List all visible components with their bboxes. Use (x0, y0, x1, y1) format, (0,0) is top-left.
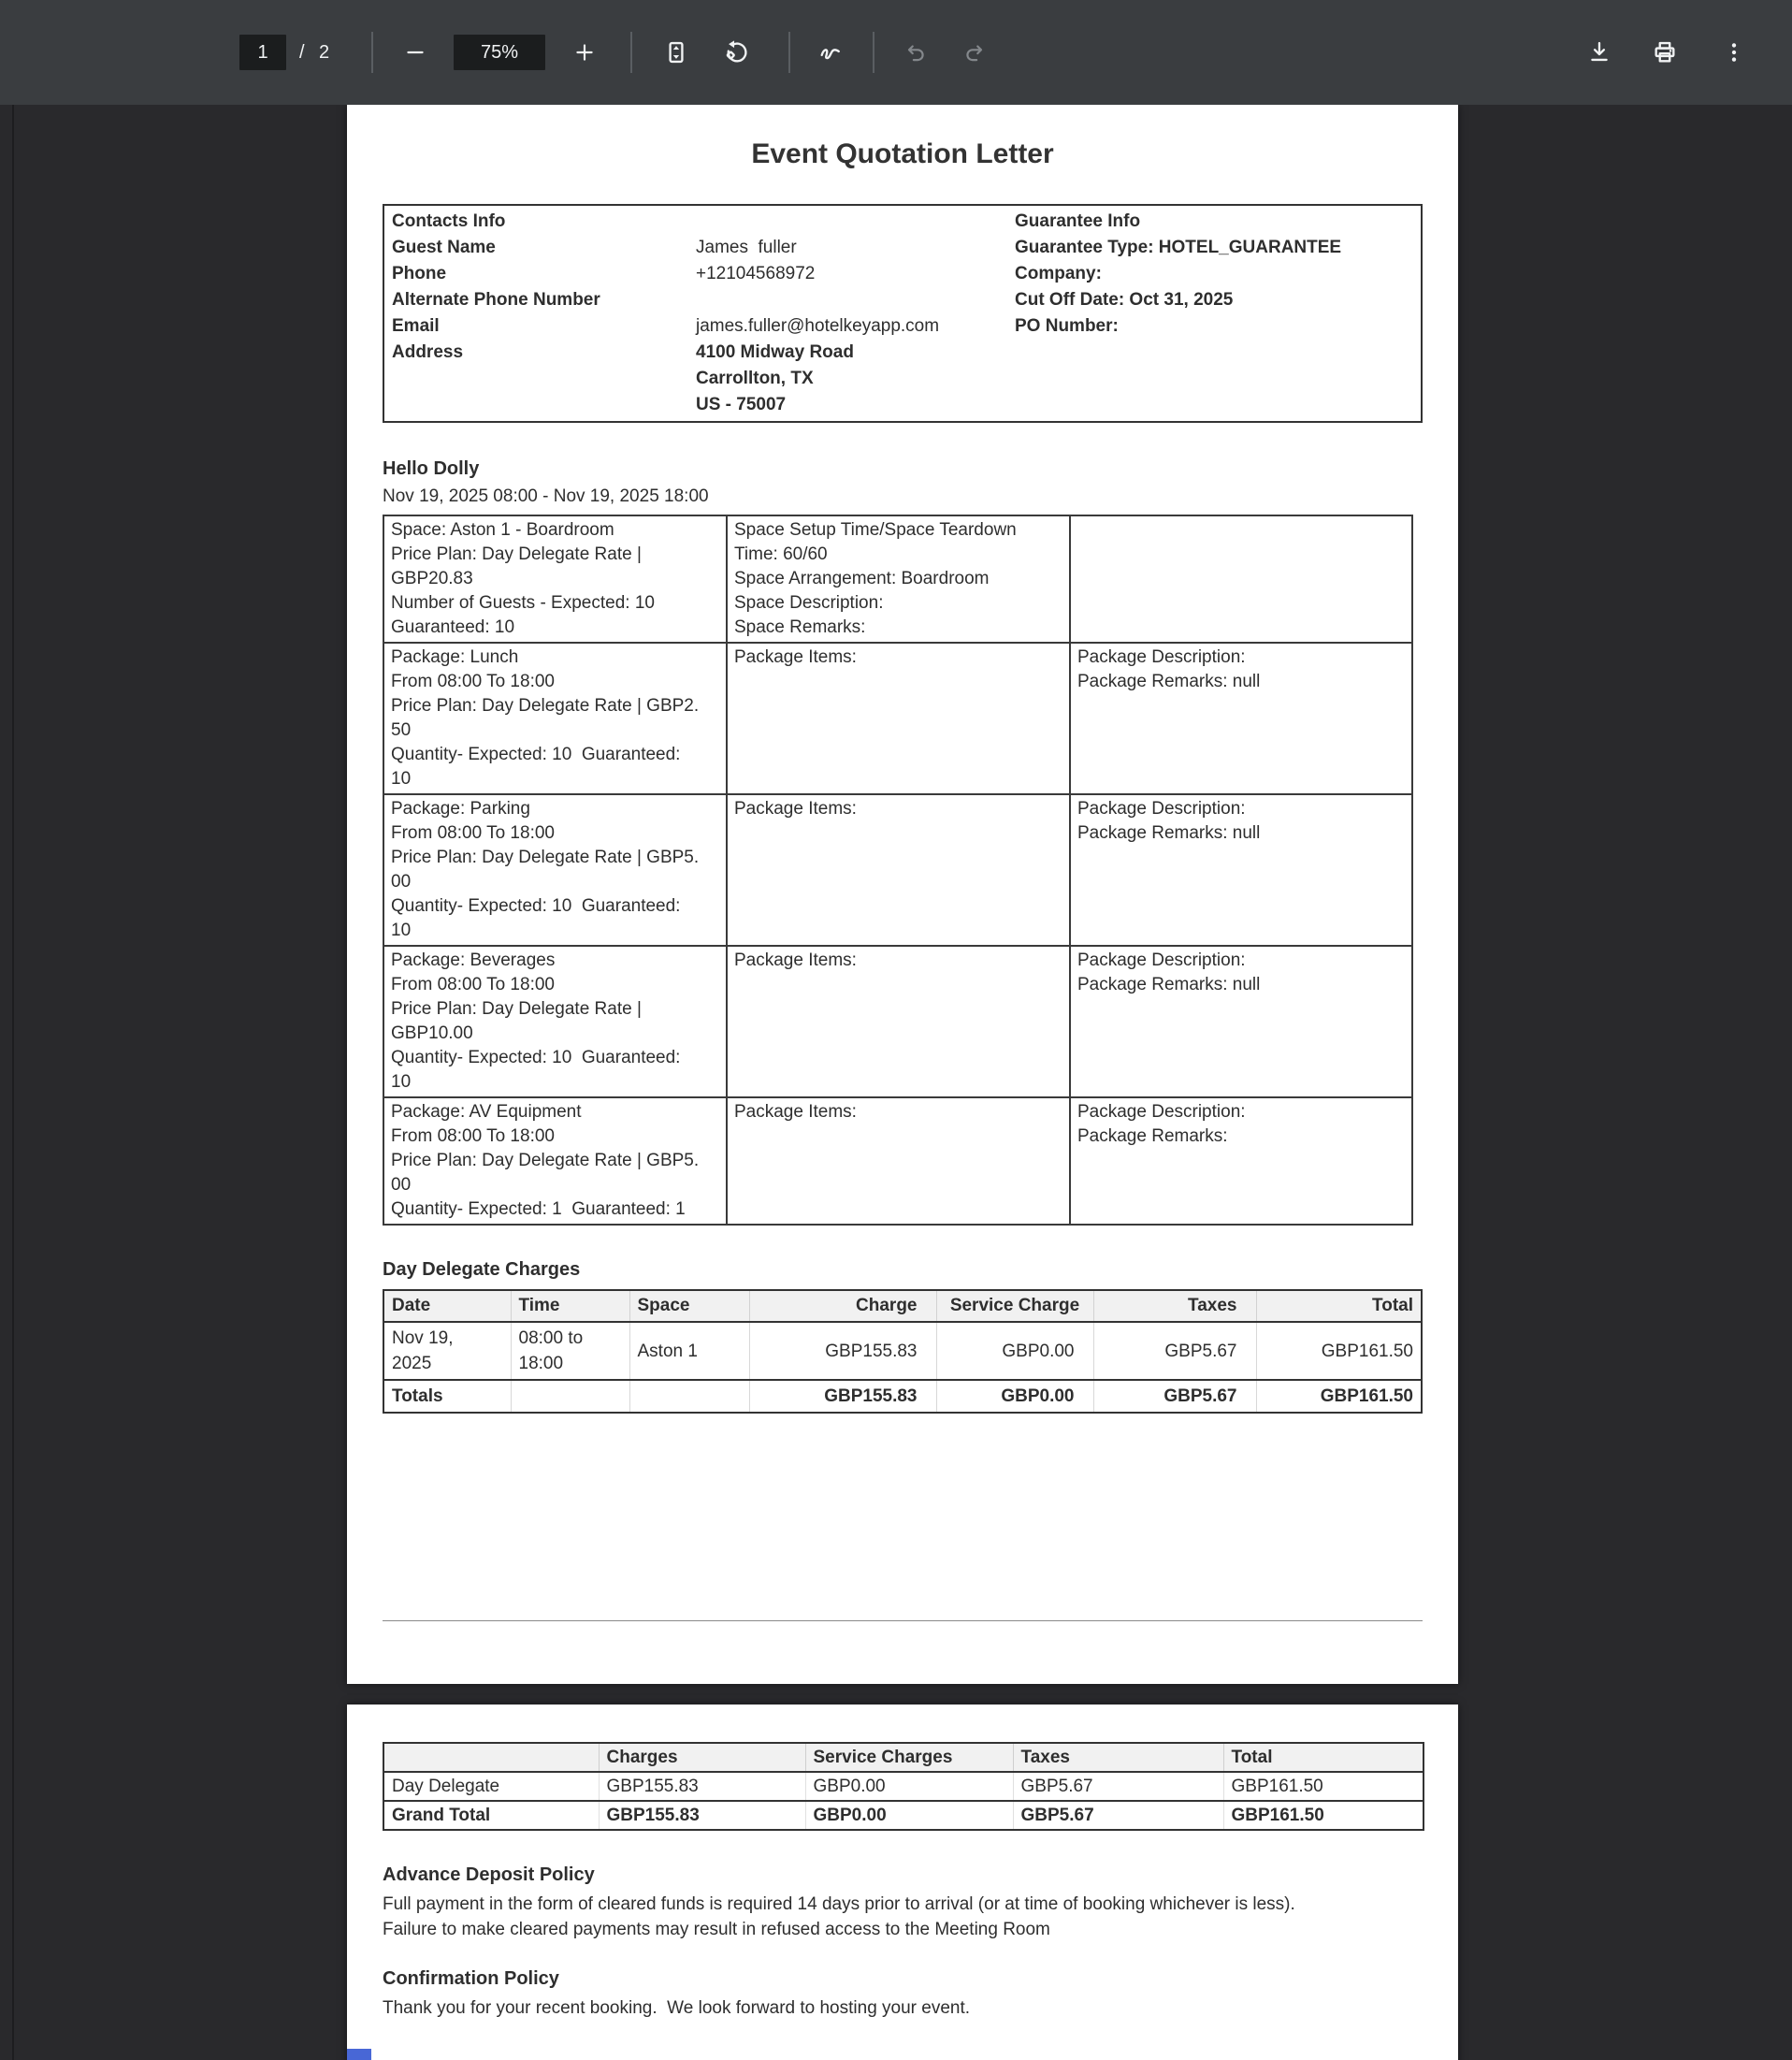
page2-link-fragment (347, 2049, 371, 2060)
summary-service-charges-cell: GBP0.00 (805, 1801, 1013, 1830)
package-details-cell: Package: Lunch From 08:00 To 18:00 Price Plan: Day Delegate Rate | GBP2. 50 Quantity- Expected: 10 Guaranteed: 10 (383, 643, 727, 794)
undo-icon (903, 40, 928, 65)
document-viewport[interactable] (0, 105, 1792, 2060)
day-delegate-charges-table (383, 1289, 1423, 1414)
space-details-cell: Space: Aston 1 - Boardroom Price Plan: Day Delegate Rate | GBP20.83 Number of Guests - Expected: 10 Guaranteed: 10 (383, 515, 727, 643)
column-header (383, 1743, 599, 1772)
undo-button[interactable] (893, 30, 938, 75)
column-header: Taxes (1093, 1290, 1256, 1322)
zoom-in-icon (572, 40, 597, 65)
annotate-icon (817, 39, 844, 65)
more-menu-icon (1722, 40, 1746, 65)
confirmation-policy-text: Thank you for your recent booking. We look forward to hosting your event. (383, 1998, 971, 2018)
page-separator: / (299, 42, 305, 63)
totals-taxes-cell: GBP5.67 (1093, 1380, 1256, 1413)
column-header: Taxes (1013, 1743, 1223, 1772)
summary-total-cell: GBP161.50 (1223, 1801, 1423, 1830)
table-row (383, 1322, 1422, 1380)
table-row (383, 794, 1412, 946)
field-label: Alternate Phone Number (392, 290, 600, 310)
print-icon (1652, 39, 1678, 65)
contact-guarantee-box (383, 204, 1423, 423)
confirmation-policy-heading: Confirmation Policy (383, 1968, 559, 1989)
totals-label: Totals (383, 1380, 511, 1413)
summary-charges-cell: GBP155.83 (599, 1801, 805, 1830)
table-row (383, 515, 1412, 643)
column-header: Service Charge (936, 1290, 1093, 1322)
guarantee-line: Cut Off Date: Oct 31, 2025 (1015, 290, 1234, 310)
column-header: Service Charges (805, 1743, 1013, 1772)
package-details-cell: Package: AV Equipment From 08:00 To 18:00 Price Plan: Day Delegate Rate | GBP5. 00 Quantity- Expected: 1 Guaranteed: 1 (383, 1097, 727, 1225)
column-header: Time (511, 1290, 629, 1322)
grand-total-row (383, 1801, 1423, 1830)
table-header-row (383, 1290, 1422, 1322)
empty-cell (511, 1380, 629, 1413)
field-label: Email (392, 316, 440, 336)
advance-deposit-policy-heading: Advance Deposit Policy (383, 1864, 595, 1885)
package-items-cell: Package Items: (727, 643, 1070, 794)
page-footer-divider (383, 1620, 1423, 1621)
guarantee-info-heading: Guarantee Info (1015, 211, 1141, 231)
pdf-toolbar (0, 0, 1792, 105)
rotate-icon (723, 39, 749, 65)
zoom-out-button[interactable] (393, 30, 438, 75)
package-description-cell: Package Description: Package Remarks: null (1070, 643, 1412, 794)
contacts-info-heading: Contacts Info (392, 211, 506, 231)
summary-taxes-cell: GBP5.67 (1013, 1801, 1223, 1830)
summary-service-charges-cell: GBP0.00 (805, 1772, 1013, 1801)
column-header: Charges (599, 1743, 805, 1772)
summary-row-label: Day Delegate (383, 1772, 599, 1801)
page-total: 2 (319, 42, 330, 63)
toolbar-divider (371, 32, 373, 73)
totals-service-charge-cell: GBP0.00 (936, 1380, 1093, 1413)
guarantee-line: Company: (1015, 264, 1102, 283)
charge-amount-cell: GBP155.83 (749, 1322, 936, 1380)
rotate-button[interactable] (714, 30, 759, 75)
redo-button[interactable] (952, 30, 997, 75)
event-name: Hello Dolly (383, 458, 480, 479)
column-header: Date (383, 1290, 511, 1322)
field-value: james.fuller@hotelkeyapp.com (696, 316, 940, 336)
package-items-cell: Package Items: (727, 946, 1070, 1097)
space-package-table (383, 515, 1413, 1226)
field-label: Address (392, 342, 464, 362)
table-header-row (383, 1743, 1423, 1772)
service-charge-cell: GBP0.00 (936, 1322, 1093, 1380)
field-value: James fuller (696, 238, 797, 257)
space-setup-cell: Space Setup Time/Space Teardown Time: 60/60 Space Arrangement: Boardroom Space Description: Space Remarks: (727, 515, 1070, 643)
redo-icon (962, 40, 987, 65)
space-extra-cell (1070, 515, 1412, 643)
print-button[interactable] (1642, 30, 1687, 75)
guarantee-info-section (1015, 209, 1421, 418)
fit-page-icon (663, 39, 689, 65)
field-value: +12104568972 (696, 264, 816, 283)
field-value: 4100 Midway Road Carrollton, TX US - 75007 (696, 342, 854, 414)
taxes-cell: GBP5.67 (1093, 1322, 1256, 1380)
more-menu-button[interactable] (1712, 30, 1756, 75)
field-label: Phone (392, 264, 447, 283)
package-items-cell: Package Items: (727, 1097, 1070, 1225)
package-description-cell: Package Description: Package Remarks: null (1070, 794, 1412, 946)
fit-page-button[interactable] (654, 30, 699, 75)
summary-taxes-cell: GBP5.67 (1013, 1772, 1223, 1801)
pdf-page-2 (347, 1705, 1458, 2060)
column-header: Total (1223, 1743, 1423, 1772)
charge-time-cell: 08:00 to 18:00 (511, 1322, 629, 1380)
guarantee-line: PO Number: (1015, 316, 1119, 336)
column-header: Charge (749, 1290, 936, 1322)
table-row (383, 643, 1412, 794)
pdf-page-1 (347, 105, 1458, 1684)
charge-space-cell: Aston 1 (629, 1322, 749, 1380)
totals-total-cell: GBP161.50 (1256, 1380, 1422, 1413)
annotate-button[interactable] (808, 30, 853, 75)
toolbar-divider (630, 32, 632, 73)
document-title: Event Quotation Letter (751, 138, 1054, 169)
guarantee-line: Guarantee Type: HOTEL_GUARANTEE (1015, 238, 1342, 257)
charges-section-heading: Day Delegate Charges (383, 1259, 581, 1280)
package-description-cell: Package Description: Package Remarks: null (1070, 946, 1412, 1097)
contacts-info-section (392, 209, 1015, 418)
download-button[interactable] (1577, 30, 1622, 75)
table-row (383, 946, 1412, 1097)
toolbar-divider (788, 32, 790, 73)
charges-summary-table (383, 1742, 1424, 1831)
zoom-level-input[interactable]: 75% (454, 35, 545, 70)
toolbar-divider (873, 32, 874, 73)
table-row (383, 1772, 1423, 1801)
column-header: Space (629, 1290, 749, 1322)
package-details-cell: Package: Beverages From 08:00 To 18:00 Price Plan: Day Delegate Rate | GBP10.00 Quantity- Expected: 10 Guaranteed: 10 (383, 946, 727, 1097)
viewport-left-edge (12, 105, 14, 2060)
table-row (383, 1097, 1412, 1225)
zoom-out-icon (403, 40, 427, 65)
package-items-cell: Package Items: (727, 794, 1070, 946)
totals-row (383, 1380, 1422, 1413)
package-description-cell: Package Description: Package Remarks: (1070, 1097, 1412, 1225)
field-label: Guest Name (392, 238, 496, 257)
charge-date-cell: Nov 19, 2025 (383, 1322, 511, 1380)
summary-total-cell: GBP161.50 (1223, 1772, 1423, 1801)
package-details-cell: Package: Parking From 08:00 To 18:00 Price Plan: Day Delegate Rate | GBP5. 00 Quantity- Expected: 10 Guaranteed: 10 (383, 794, 727, 946)
advance-deposit-policy-text: Full payment in the form of cleared funds is required 14 days prior to arrival (or at time of booking whichever is less). Failure to make cleared payments may result in refused access to the Meeting Room (383, 1894, 1295, 1939)
field-value (696, 287, 1015, 313)
summary-row-label: Grand Total (383, 1801, 599, 1830)
total-cell: GBP161.50 (1256, 1322, 1422, 1380)
column-header: Total (1256, 1290, 1422, 1322)
page-number-input[interactable]: 1 (239, 35, 286, 70)
download-icon (1586, 39, 1612, 65)
zoom-in-button[interactable] (562, 30, 607, 75)
summary-charges-cell: GBP155.83 (599, 1772, 805, 1801)
totals-charge-cell: GBP155.83 (749, 1380, 936, 1413)
event-datetime-range: Nov 19, 2025 08:00 - Nov 19, 2025 18:00 (383, 486, 709, 506)
empty-cell (629, 1380, 749, 1413)
